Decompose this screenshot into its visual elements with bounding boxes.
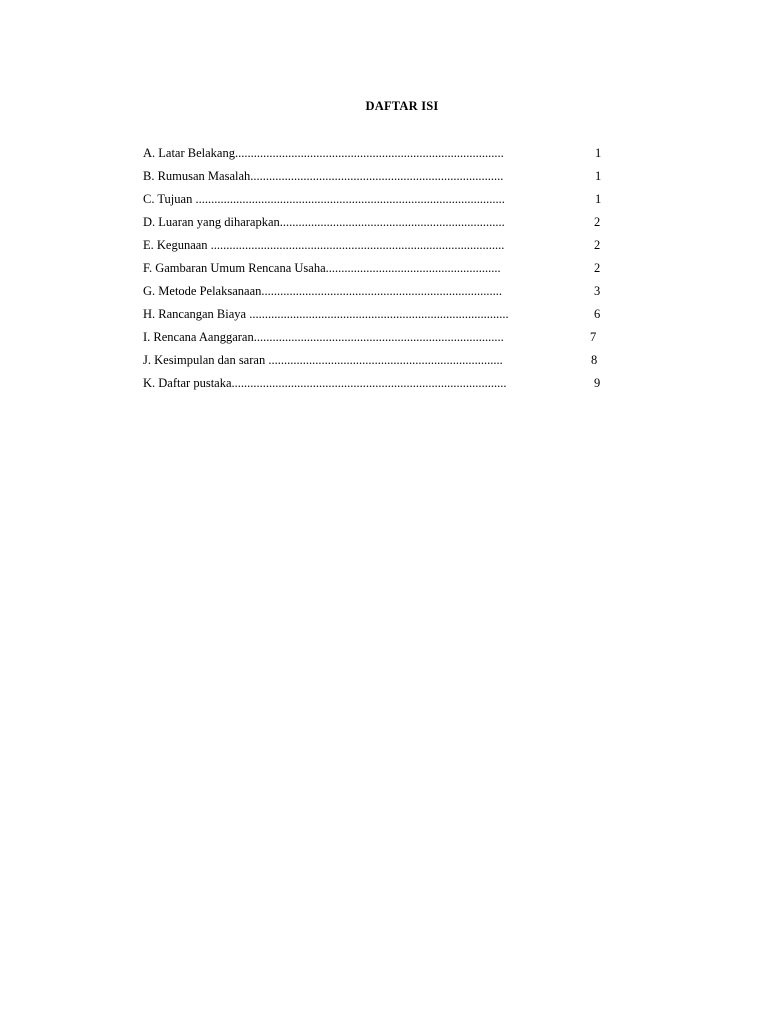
toc-entry-text: F. Gambaran Umum Rencana Usaha........................................................ [143,261,501,275]
page-title: DAFTAR ISI [365,99,439,113]
toc-entry-text: G. Metode Pelaksanaan............................................................................. [143,284,502,298]
toc-entry-page: 9 [594,376,601,390]
toc-entry-page: 7 [590,330,597,344]
toc-entry-text: K. Daftar pustaka........................................................................................ [143,376,507,390]
toc-entry-text: J. Kesimpulan dan saran ........................................................................... [143,353,503,367]
toc-entry-text: B. Rumusan Masalah................................................................................. [143,169,504,183]
toc-entry-page: 2 [594,238,601,252]
toc-entry-page: 8 [591,353,598,367]
toc-entry-text: E. Kegunaan .............................................................................................. [143,238,505,252]
toc-entry-text: I. Rencana Aanggaran................................................................................ [143,330,504,344]
toc-entry-page: 2 [594,215,601,229]
toc-entry-page: 6 [594,307,601,321]
toc-entry-page: 1 [595,169,602,183]
toc-entry-text: D. Luaran yang diharapkan........................................................................ [143,215,505,229]
toc-entry-page: 1 [595,146,602,160]
toc-entry-page: 1 [595,192,602,206]
toc-entry-page: 2 [594,261,601,275]
toc-entry-text: C. Tujuan ................................................................................................... [143,192,505,206]
toc-entry-text: H. Rancangan Biaya ................................................................................... [143,307,509,321]
toc-entry-page: 3 [594,284,601,298]
toc-entry-text: A. Latar Belakang...................................................................................... [143,146,504,160]
